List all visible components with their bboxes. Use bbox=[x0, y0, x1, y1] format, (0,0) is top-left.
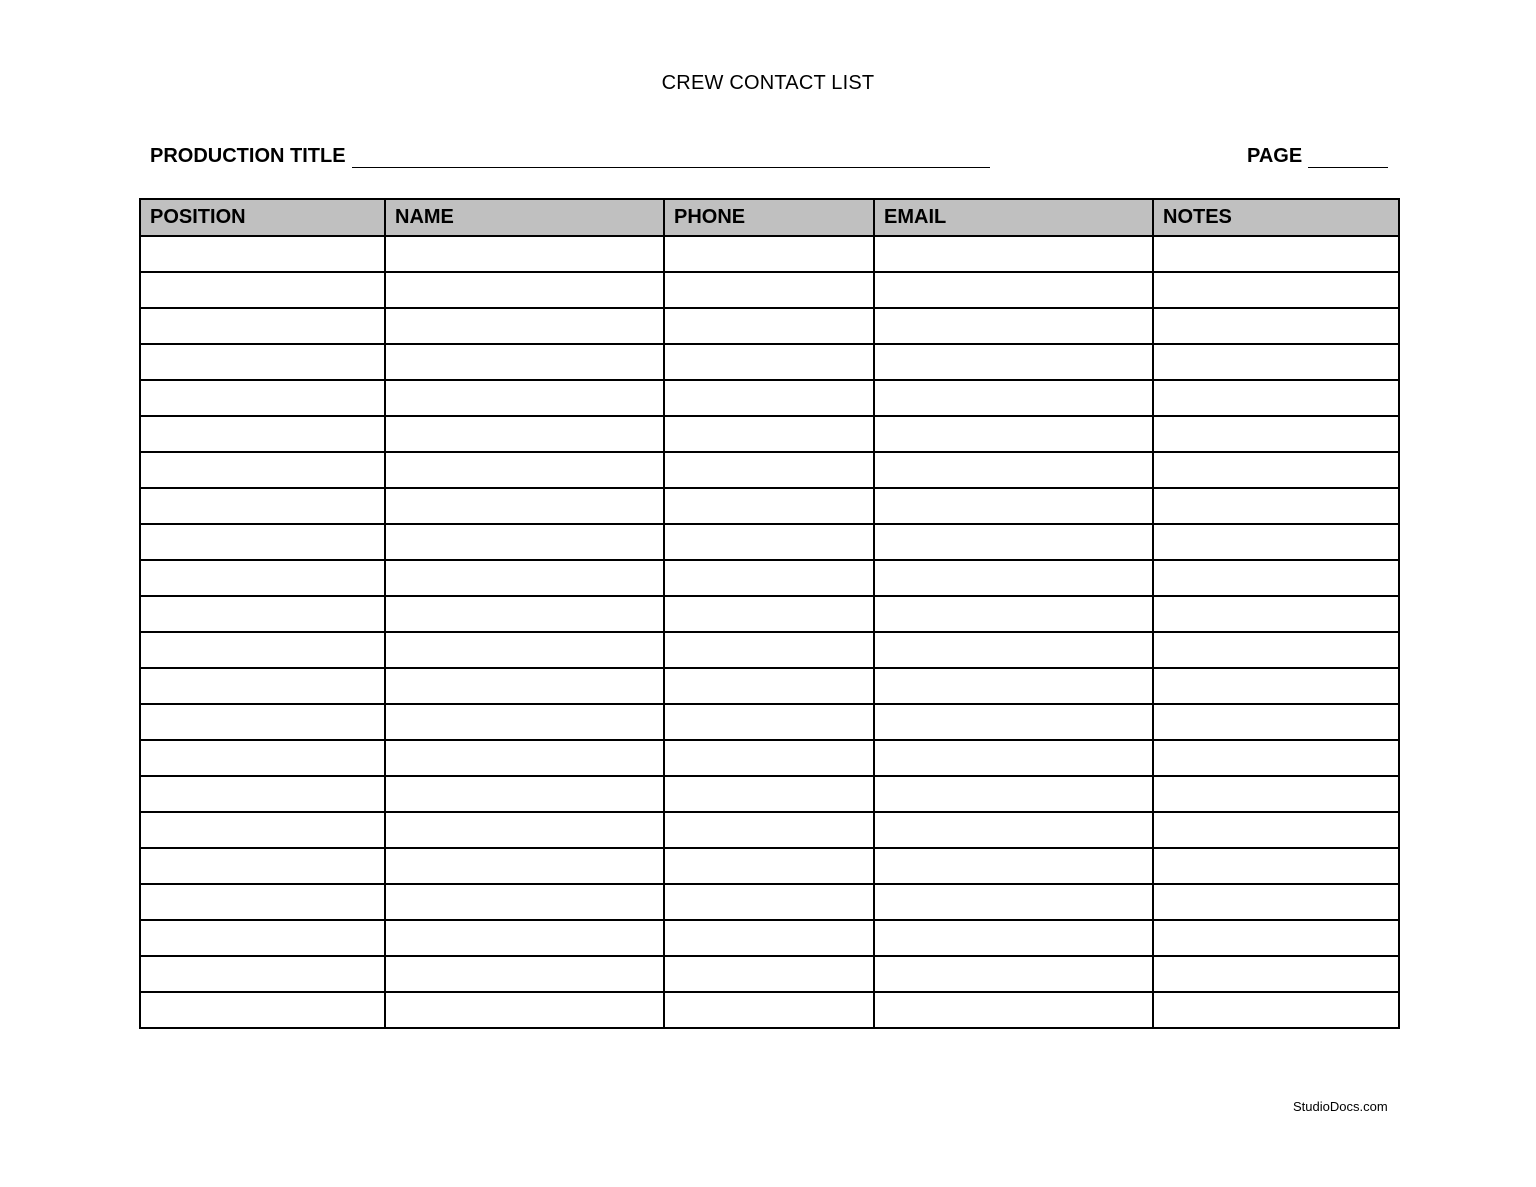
table-row bbox=[140, 488, 1399, 524]
cell-phone[interactable] bbox=[664, 704, 874, 740]
table-row bbox=[140, 560, 1399, 596]
cell-email[interactable] bbox=[874, 848, 1153, 884]
cell-phone[interactable] bbox=[664, 380, 874, 416]
cell-position[interactable] bbox=[140, 452, 385, 488]
cell-phone[interactable] bbox=[664, 308, 874, 344]
cell-position[interactable] bbox=[140, 992, 385, 1028]
column-header-email: EMAIL bbox=[874, 199, 1153, 236]
cell-phone[interactable] bbox=[664, 560, 874, 596]
cell-name[interactable] bbox=[385, 956, 664, 992]
cell-position[interactable] bbox=[140, 272, 385, 308]
cell-notes[interactable] bbox=[1153, 884, 1399, 920]
cell-name[interactable] bbox=[385, 272, 664, 308]
cell-position[interactable] bbox=[140, 848, 385, 884]
cell-name[interactable] bbox=[385, 308, 664, 344]
cell-phone[interactable] bbox=[664, 992, 874, 1028]
cell-position[interactable] bbox=[140, 776, 385, 812]
cell-name[interactable] bbox=[385, 848, 664, 884]
cell-notes[interactable] bbox=[1153, 596, 1399, 632]
crew-contact-table bbox=[139, 198, 1400, 1029]
cell-notes[interactable] bbox=[1153, 380, 1399, 416]
page-field bbox=[1247, 142, 1388, 168]
cell-notes[interactable] bbox=[1153, 308, 1399, 344]
cell-notes[interactable] bbox=[1153, 560, 1399, 596]
cell-email[interactable] bbox=[874, 704, 1153, 740]
cell-name[interactable] bbox=[385, 488, 664, 524]
cell-phone[interactable] bbox=[664, 452, 874, 488]
cell-name[interactable] bbox=[385, 236, 664, 272]
cell-email[interactable] bbox=[874, 560, 1153, 596]
table-row bbox=[140, 380, 1399, 416]
cell-phone[interactable] bbox=[664, 776, 874, 812]
cell-phone[interactable] bbox=[664, 920, 874, 956]
table-row bbox=[140, 272, 1399, 308]
cell-email[interactable] bbox=[874, 884, 1153, 920]
cell-position[interactable] bbox=[140, 812, 385, 848]
cell-notes[interactable] bbox=[1153, 524, 1399, 560]
table-row bbox=[140, 308, 1399, 344]
cell-position[interactable] bbox=[140, 884, 385, 920]
cell-email[interactable] bbox=[874, 956, 1153, 992]
page-label: PAGE bbox=[1247, 145, 1303, 167]
cell-phone[interactable] bbox=[664, 740, 874, 776]
cell-email[interactable] bbox=[874, 416, 1153, 452]
cell-notes[interactable] bbox=[1153, 704, 1399, 740]
page-input-line[interactable] bbox=[1308, 147, 1388, 168]
table-row bbox=[140, 704, 1399, 740]
cell-phone[interactable] bbox=[664, 524, 874, 560]
cell-name[interactable] bbox=[385, 560, 664, 596]
cell-phone[interactable] bbox=[664, 812, 874, 848]
cell-email[interactable] bbox=[874, 668, 1153, 704]
cell-notes[interactable] bbox=[1153, 848, 1399, 884]
cell-name[interactable] bbox=[385, 668, 664, 704]
cell-email[interactable] bbox=[874, 488, 1153, 524]
cell-phone[interactable] bbox=[664, 848, 874, 884]
table-row bbox=[140, 452, 1399, 488]
cell-email[interactable] bbox=[874, 920, 1153, 956]
cell-name[interactable] bbox=[385, 524, 664, 560]
cell-notes[interactable] bbox=[1153, 344, 1399, 380]
cell-email[interactable] bbox=[874, 992, 1153, 1028]
cell-email[interactable] bbox=[874, 344, 1153, 380]
table-row bbox=[140, 668, 1399, 704]
cell-name[interactable] bbox=[385, 452, 664, 488]
table-header-row bbox=[140, 199, 1399, 236]
cell-position[interactable] bbox=[140, 344, 385, 380]
column-header-name: NAME bbox=[385, 199, 664, 236]
cell-email[interactable] bbox=[874, 272, 1153, 308]
cell-name[interactable] bbox=[385, 776, 664, 812]
table-row bbox=[140, 236, 1399, 272]
cell-name[interactable] bbox=[385, 596, 664, 632]
cell-notes[interactable] bbox=[1153, 668, 1399, 704]
cell-phone[interactable] bbox=[664, 272, 874, 308]
cell-notes[interactable] bbox=[1153, 416, 1399, 452]
cell-notes[interactable] bbox=[1153, 488, 1399, 524]
cell-name[interactable] bbox=[385, 416, 664, 452]
cell-position[interactable] bbox=[140, 380, 385, 416]
cell-position[interactable] bbox=[140, 560, 385, 596]
table-row bbox=[140, 956, 1399, 992]
cell-position[interactable] bbox=[140, 632, 385, 668]
cell-name[interactable] bbox=[385, 704, 664, 740]
cell-phone[interactable] bbox=[664, 236, 874, 272]
production-title-field bbox=[150, 142, 990, 168]
table-row bbox=[140, 596, 1399, 632]
table-row bbox=[140, 416, 1399, 452]
cell-email[interactable] bbox=[874, 380, 1153, 416]
cell-email[interactable] bbox=[874, 740, 1153, 776]
cell-name[interactable] bbox=[385, 380, 664, 416]
cell-notes[interactable] bbox=[1153, 272, 1399, 308]
cell-notes[interactable] bbox=[1153, 992, 1399, 1028]
cell-position[interactable] bbox=[140, 920, 385, 956]
cell-notes[interactable] bbox=[1153, 632, 1399, 668]
cell-email[interactable] bbox=[874, 236, 1153, 272]
cell-notes[interactable] bbox=[1153, 920, 1399, 956]
cell-name[interactable] bbox=[385, 992, 664, 1028]
cell-position[interactable] bbox=[140, 524, 385, 560]
cell-email[interactable] bbox=[874, 308, 1153, 344]
cell-position[interactable] bbox=[140, 416, 385, 452]
cell-email[interactable] bbox=[874, 524, 1153, 560]
header-fields bbox=[150, 142, 1388, 172]
cell-email[interactable] bbox=[874, 596, 1153, 632]
table-row bbox=[140, 884, 1399, 920]
cell-phone[interactable] bbox=[664, 488, 874, 524]
cell-position[interactable] bbox=[140, 236, 385, 272]
cell-notes[interactable] bbox=[1153, 956, 1399, 992]
cell-position[interactable] bbox=[140, 740, 385, 776]
cell-phone[interactable] bbox=[664, 956, 874, 992]
document-title: CREW CONTACT LIST bbox=[661, 72, 875, 94]
cell-notes[interactable] bbox=[1153, 452, 1399, 488]
production-title-input-line[interactable] bbox=[352, 147, 990, 168]
cell-notes[interactable] bbox=[1153, 776, 1399, 812]
cell-email[interactable] bbox=[874, 452, 1153, 488]
cell-phone[interactable] bbox=[664, 596, 874, 632]
cell-phone[interactable] bbox=[664, 632, 874, 668]
cell-name[interactable] bbox=[385, 632, 664, 668]
table-row bbox=[140, 992, 1399, 1028]
cell-notes[interactable] bbox=[1153, 812, 1399, 848]
table-row bbox=[140, 812, 1399, 848]
table-row bbox=[140, 524, 1399, 560]
cell-phone[interactable] bbox=[664, 416, 874, 452]
cell-notes[interactable] bbox=[1153, 740, 1399, 776]
cell-position[interactable] bbox=[140, 668, 385, 704]
cell-phone[interactable] bbox=[664, 884, 874, 920]
cell-phone[interactable] bbox=[664, 344, 874, 380]
cell-name[interactable] bbox=[385, 920, 664, 956]
column-header-phone: PHONE bbox=[664, 199, 874, 236]
table-row bbox=[140, 776, 1399, 812]
table-row bbox=[140, 920, 1399, 956]
cell-notes[interactable] bbox=[1153, 236, 1399, 272]
table-row bbox=[140, 740, 1399, 776]
cell-name[interactable] bbox=[385, 812, 664, 848]
cell-email[interactable] bbox=[874, 632, 1153, 668]
cell-position[interactable] bbox=[140, 488, 385, 524]
cell-email[interactable] bbox=[874, 812, 1153, 848]
cell-email[interactable] bbox=[874, 776, 1153, 812]
cell-name[interactable] bbox=[385, 884, 664, 920]
table-row bbox=[140, 848, 1399, 884]
production-title-label: PRODUCTION TITLE bbox=[150, 145, 346, 167]
cell-name[interactable] bbox=[385, 740, 664, 776]
cell-position[interactable] bbox=[140, 956, 385, 992]
table-row bbox=[140, 632, 1399, 668]
column-header-notes: NOTES bbox=[1153, 199, 1399, 236]
cell-phone[interactable] bbox=[664, 668, 874, 704]
table-row bbox=[140, 344, 1399, 380]
cell-position[interactable] bbox=[140, 704, 385, 740]
cell-position[interactable] bbox=[140, 596, 385, 632]
column-header-position: POSITION bbox=[140, 199, 385, 236]
cell-name[interactable] bbox=[385, 344, 664, 380]
cell-position[interactable] bbox=[140, 308, 385, 344]
table-body bbox=[140, 236, 1399, 1028]
footer-site-name: StudioDocs.com bbox=[1293, 1099, 1388, 1114]
